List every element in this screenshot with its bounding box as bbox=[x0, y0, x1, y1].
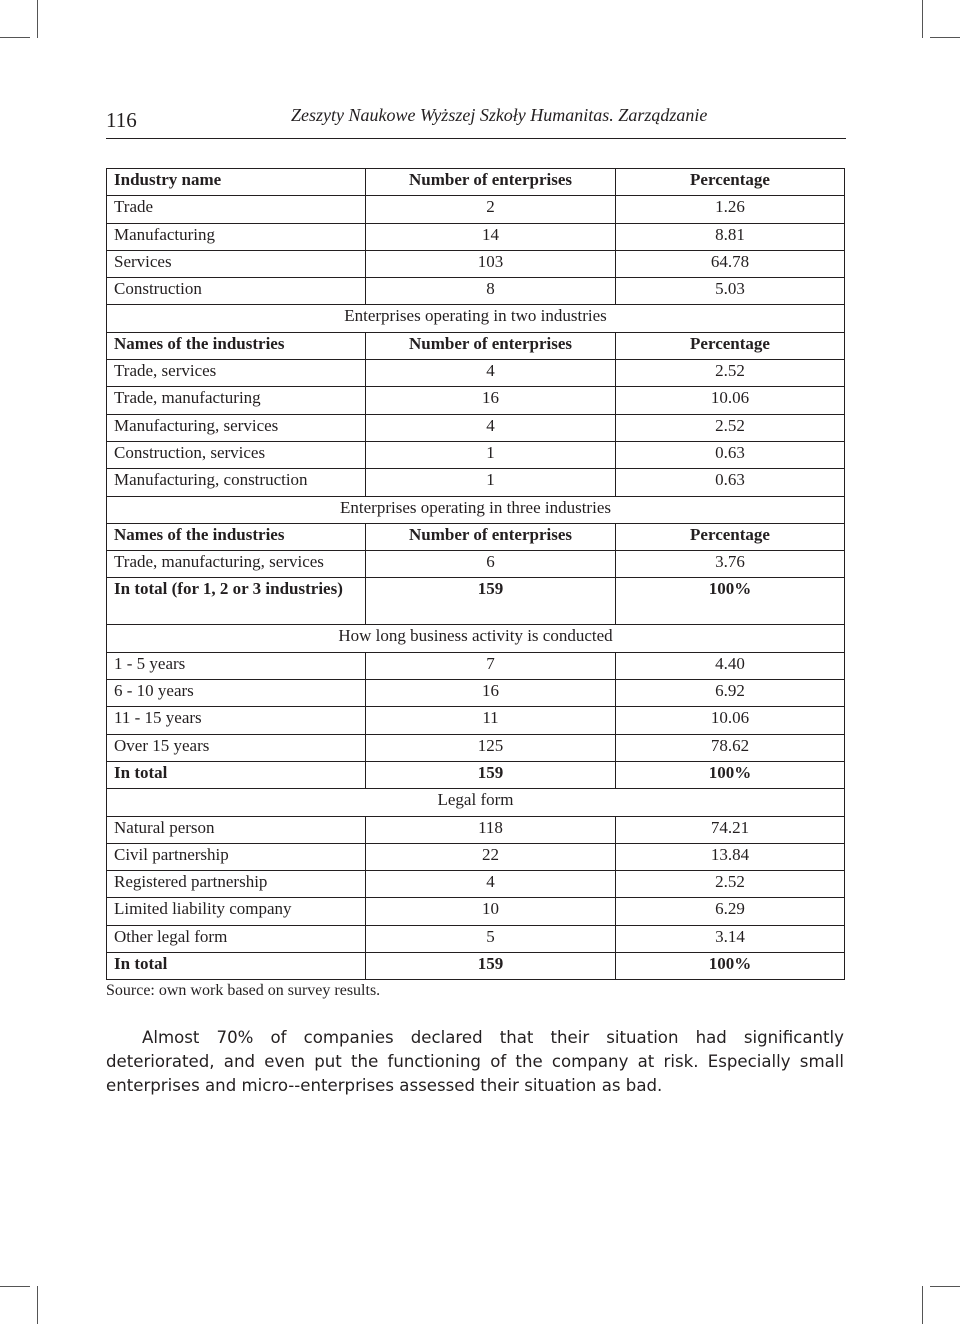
column-header: Number of enterprises bbox=[366, 332, 616, 359]
crop-mark bbox=[922, 0, 923, 38]
column-header: Number of enterprises bbox=[366, 523, 616, 550]
table-row bbox=[107, 816, 845, 843]
cell-name: Manufacturing, services bbox=[107, 414, 366, 441]
section-title-row bbox=[107, 625, 845, 652]
table-row bbox=[107, 360, 845, 387]
section-title: Enterprises operating in two industries bbox=[107, 305, 845, 332]
cell-percentage: 78.62 bbox=[616, 734, 845, 761]
body-text bbox=[106, 1026, 844, 1098]
page-number: 116 bbox=[106, 108, 137, 132]
cell-name: In total bbox=[107, 953, 366, 980]
table-row bbox=[107, 223, 845, 250]
column-header: Industry name bbox=[107, 169, 366, 196]
cell-count: 22 bbox=[366, 843, 616, 870]
cell-name: In total bbox=[107, 761, 366, 788]
cell-count: 103 bbox=[366, 250, 616, 277]
cell-percentage: 3.76 bbox=[616, 551, 845, 578]
cell-count: 1 bbox=[366, 469, 616, 496]
cell-name: Registered partnership bbox=[107, 871, 366, 898]
cell-name: Trade, manufacturing bbox=[107, 387, 366, 414]
cell-count: 5 bbox=[366, 925, 616, 952]
table-row bbox=[107, 196, 845, 223]
column-header: Percentage bbox=[616, 332, 845, 359]
table-header-row bbox=[107, 169, 845, 196]
table-row bbox=[107, 843, 845, 870]
cell-name: Trade, services bbox=[107, 360, 366, 387]
cell-count: 1 bbox=[366, 441, 616, 468]
crop-mark bbox=[37, 0, 38, 38]
section-title: Enterprises operating in three industries bbox=[107, 496, 845, 523]
cell-name: Construction, services bbox=[107, 441, 366, 468]
table-row bbox=[107, 871, 845, 898]
cell-count: 125 bbox=[366, 734, 616, 761]
cell-percentage: 4.40 bbox=[616, 652, 845, 679]
crop-mark bbox=[0, 1286, 30, 1287]
cell-name: 11 - 15 years bbox=[107, 707, 366, 734]
table-row bbox=[107, 278, 845, 305]
column-header: Names of the industries bbox=[107, 332, 366, 359]
cell-name: Services bbox=[107, 250, 366, 277]
source-note: Source: own work based on survey results. bbox=[106, 982, 381, 999]
cell-name: In total (for 1, 2 or 3 industries) bbox=[107, 578, 366, 625]
cell-count: 11 bbox=[366, 707, 616, 734]
table-row bbox=[107, 441, 845, 468]
column-header: Percentage bbox=[616, 169, 845, 196]
cell-percentage: 100% bbox=[616, 761, 845, 788]
crop-mark bbox=[930, 1286, 960, 1287]
cell-percentage: 100% bbox=[616, 953, 845, 980]
table-row bbox=[107, 680, 845, 707]
total-row bbox=[107, 953, 845, 980]
cell-name: Construction bbox=[107, 278, 366, 305]
table-row bbox=[107, 414, 845, 441]
total-row bbox=[107, 578, 845, 625]
table-row bbox=[107, 925, 845, 952]
cell-count: 10 bbox=[366, 898, 616, 925]
table-row bbox=[107, 734, 845, 761]
cell-count: 118 bbox=[366, 816, 616, 843]
section-title: How long business activity is conducted bbox=[107, 625, 845, 652]
table-row bbox=[107, 250, 845, 277]
cell-percentage: 8.81 bbox=[616, 223, 845, 250]
section-title: Legal form bbox=[107, 789, 845, 816]
cell-count: 159 bbox=[366, 953, 616, 980]
section-title-row bbox=[107, 496, 845, 523]
table-row bbox=[107, 469, 845, 496]
cell-count: 4 bbox=[366, 360, 616, 387]
running-head bbox=[106, 100, 846, 139]
table-row bbox=[107, 898, 845, 925]
cell-count: 4 bbox=[366, 414, 616, 441]
section-title-row bbox=[107, 305, 845, 332]
cell-percentage: 10.06 bbox=[616, 387, 845, 414]
section-title-row bbox=[107, 789, 845, 816]
cell-count: 159 bbox=[366, 761, 616, 788]
cell-count: 16 bbox=[366, 680, 616, 707]
cell-count: 16 bbox=[366, 387, 616, 414]
cell-name: Trade, manufacturing, services bbox=[107, 551, 366, 578]
cell-percentage: 13.84 bbox=[616, 843, 845, 870]
crop-mark bbox=[930, 37, 960, 38]
cell-percentage: 2.52 bbox=[616, 414, 845, 441]
crop-mark bbox=[922, 1286, 923, 1324]
cell-percentage: 3.14 bbox=[616, 925, 845, 952]
column-header: Percentage bbox=[616, 523, 845, 550]
cell-name: Over 15 years bbox=[107, 734, 366, 761]
cell-count: 8 bbox=[366, 278, 616, 305]
cell-percentage: 2.52 bbox=[616, 871, 845, 898]
cell-percentage: 0.63 bbox=[616, 441, 845, 468]
body-paragraph: Almost 70% of companies declared that their situation had significantly deteriorated, and even put the functioning of the company at risk. Especially small enterprises and micro--enterprises assessed their situation as bad. bbox=[106, 1028, 844, 1095]
cell-percentage: 1.26 bbox=[616, 196, 845, 223]
table-row bbox=[107, 652, 845, 679]
cell-percentage: 5.03 bbox=[616, 278, 845, 305]
cell-name: Manufacturing, construction bbox=[107, 469, 366, 496]
table-row bbox=[107, 707, 845, 734]
cell-percentage: 0.63 bbox=[616, 469, 845, 496]
cell-name: Trade bbox=[107, 196, 366, 223]
cell-name: 6 - 10 years bbox=[107, 680, 366, 707]
survey-table bbox=[106, 168, 845, 980]
cell-name: Limited liability company bbox=[107, 898, 366, 925]
column-header: Number of enterprises bbox=[366, 169, 616, 196]
table-header-row bbox=[107, 523, 845, 550]
cell-count: 14 bbox=[366, 223, 616, 250]
cell-count: 7 bbox=[366, 652, 616, 679]
cell-count: 159 bbox=[366, 578, 616, 625]
cell-count: 6 bbox=[366, 551, 616, 578]
cell-name: 1 - 5 years bbox=[107, 652, 366, 679]
cell-percentage: 74.21 bbox=[616, 816, 845, 843]
column-header: Names of the industries bbox=[107, 523, 366, 550]
journal-title: Zeszyty Naukowe Wyższej Szkoły Humanitas. Zarządzanie bbox=[291, 105, 708, 125]
cell-name: Other legal form bbox=[107, 925, 366, 952]
cell-name: Natural person bbox=[107, 816, 366, 843]
cell-percentage: 2.52 bbox=[616, 360, 845, 387]
crop-mark bbox=[0, 37, 30, 38]
cell-percentage: 100% bbox=[616, 578, 845, 625]
cell-percentage: 6.92 bbox=[616, 680, 845, 707]
cell-count: 4 bbox=[366, 871, 616, 898]
cell-percentage: 64.78 bbox=[616, 250, 845, 277]
table-row bbox=[107, 551, 845, 578]
cell-count: 2 bbox=[366, 196, 616, 223]
table-header-row bbox=[107, 332, 845, 359]
cell-name: Manufacturing bbox=[107, 223, 366, 250]
crop-mark bbox=[37, 1286, 38, 1324]
total-row bbox=[107, 761, 845, 788]
cell-percentage: 6.29 bbox=[616, 898, 845, 925]
table-row bbox=[107, 387, 845, 414]
cell-name: Civil partnership bbox=[107, 843, 366, 870]
cell-percentage: 10.06 bbox=[616, 707, 845, 734]
